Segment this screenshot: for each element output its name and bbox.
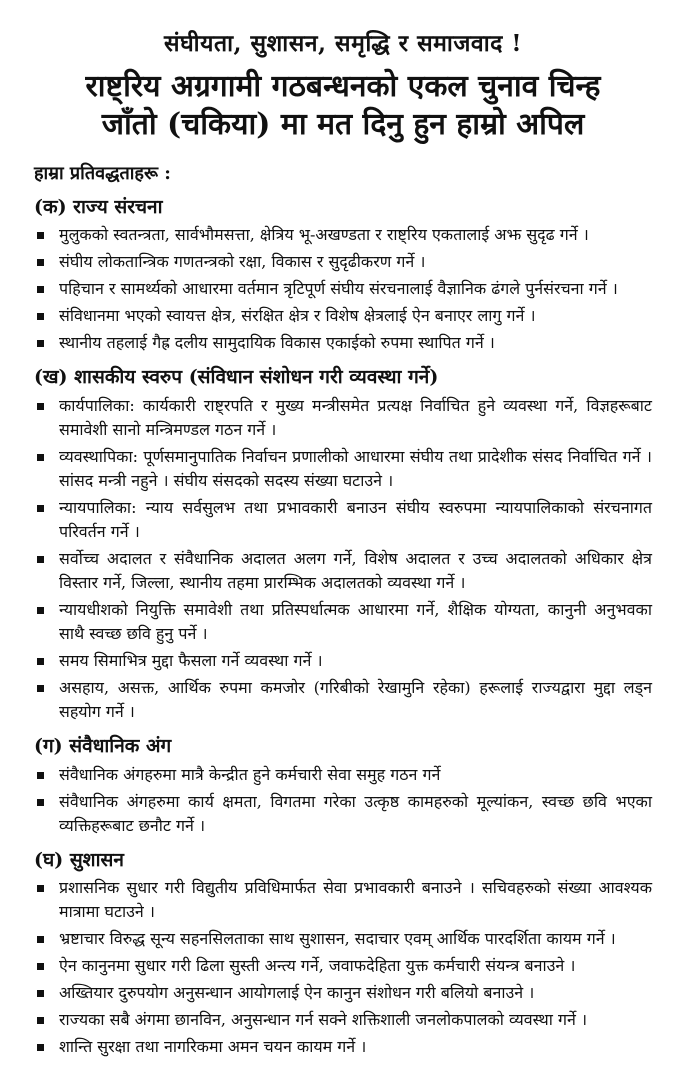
bullet-text: अख्तियार दुरुपयोग अनुसन्धान आयोगलाई ऐन कानुन संशोधन गरी बलियो बनाउने । (59, 983, 535, 1003)
bullet-square-icon (37, 232, 44, 239)
bullet-text: भ्रष्टाचार विरुद्ध सून्य सहनसिलताका साथ सुशासन, सदाचार एवम् आर्थिक पारदर्शिता कायम गर्ने । (59, 929, 616, 949)
bullet-square-icon (37, 658, 44, 665)
list-item (34, 790, 652, 838)
list-item (34, 598, 652, 646)
section-heading: (घ) सुशासन (34, 848, 124, 871)
bullet-square-icon (37, 1044, 44, 1051)
bullet-square-icon (37, 340, 44, 347)
list-item (34, 676, 652, 724)
bullet-square-icon (37, 799, 44, 806)
list-item (34, 1035, 652, 1059)
bullet-square-icon (37, 607, 44, 614)
bullet-text: संवैधानिक अंगहरुमा मात्रै केन्द्रीत हुने कर्मचारी सेवा समुह गठन गर्ने (59, 764, 441, 784)
bullet-square-icon (37, 1017, 44, 1024)
bullet-text: संवैधानिक अंगहरुमा कार्य क्षमता, विगतमा गरेका उत्कृष्ठ कामहरुको मूल्यांकन, स्वच्छ छवि भएका व्यक्तिहरूबाट छनौट गर्ने । (59, 791, 652, 835)
list-item (34, 981, 652, 1005)
bullet-text: संविधानमा भएको स्वायत्त क्षेत्र, संरक्षित क्षेत्र र विशेष क्षेत्रलाई ऐन बनाएर लागु गर्ने । (59, 306, 536, 326)
section-ga-constitutional-bodies (34, 734, 652, 838)
bullet-text: समय सिमाभित्र मुद्दा फैसला गर्ने व्यवस्था गर्ने । (59, 651, 323, 671)
section-gha-good-governance (34, 848, 652, 1060)
slogan-line: संघीयता, सुशासन, समृद्धि र समाजवाद ! (164, 30, 522, 57)
bullet-square-icon (37, 885, 44, 892)
bullet-square-icon (37, 286, 44, 293)
list-item (34, 547, 652, 595)
title-line-1: राष्ट्रिय अग्रगामी गठबन्धनको एकल चुनाव चिन्ह (85, 69, 601, 104)
bullet-text: न्यायधीशको नियुक्ति समावेशी तथा प्रतिस्पर्धात्मक आधारमा गर्ने, शैक्षिक योग्यता, कानुनी अनुभवका साथै स्वच्छ छवि हुनु पर्ने । (59, 600, 652, 644)
bullet-list (34, 394, 652, 724)
bullet-text: व्यवस्थापिका: पूर्णसमानुपातिक निर्वाचन प्रणालीको आधारमा संघीय तथा प्रादेशीक संसद निर्वाचित गर्ने । सांसद मन्त्री नहुने । संघीय संसदको सदस्य संख्या घटाउने । (59, 447, 652, 491)
bullet-square-icon (37, 556, 44, 563)
bullet-square-icon (37, 403, 44, 410)
list-item (34, 496, 652, 544)
bullet-square-icon (37, 259, 44, 266)
list-item (34, 277, 652, 301)
bullet-text: न्यायपालिका: न्याय सर्वसुलभ तथा प्रभावकारी बनाउन संघीय स्वरुपमा न्यायपालिकाको संरचनागत परिवर्तन गर्ने । (59, 498, 652, 542)
section-heading: (ख) शासकीय स्वरुप (संविधान संशोधन गरी व्यवस्था गर्ने) (34, 366, 439, 389)
bullet-square-icon (37, 772, 44, 779)
section-kha-governance-form (34, 365, 652, 724)
bullet-text: कार्यपालिका: कार्यकारी राष्ट्रपति र मुख्य मन्त्रीसमेत प्रत्यक्ष निर्वाचित हुने व्यवस्था गर्ने, विज्ञहरूबाट समावेशी सानो मन्त्रिमण्डल गठन गर्ने । (59, 396, 652, 440)
bullet-square-icon (37, 990, 44, 997)
list-item (34, 876, 652, 924)
bullet-square-icon (37, 936, 44, 943)
document-header (34, 26, 652, 145)
bullet-list (34, 876, 652, 1059)
bullet-text: सर्वोच्च अदालत र संवैधानिक अदालत अलग गर्ने, विशेष अदालत र उच्च अदालतको अधिकार क्षेत्र विस्तार गर्ने, जिल्ला, स्थानीय तहमा प्रारम्भिक अदालतको व्यवस्था गर्ने । (59, 549, 652, 593)
list-item (34, 250, 652, 274)
list-item (34, 223, 652, 247)
bullet-text: पहिचान र सामर्थ्यको आधारमा वर्तमान त्रृटिपूर्ण संघीय संरचनालाई वैज्ञानिक ढंगले पुर्नसंरचना गर्ने । (59, 279, 618, 299)
bullet-text: मुलुकको स्वतन्त्रता, सार्वभौमसत्ता, क्षेत्रिय भू-अखण्डता र राष्ट्रिय एकतालाई अझ सुदृढ गर्ने । (59, 225, 589, 245)
bullet-text: शान्ति सुरक्षा तथा नागरिकमा अमन चयन कायम गर्ने । (59, 1037, 367, 1057)
list-item (34, 394, 652, 442)
bullet-text: ऐन कानुनमा सुधार गरी ढिला सुस्ती अन्त्य गर्ने, जवाफदेहिता युक्त कर्मचारी संयन्त्र बनाउने । (59, 956, 576, 976)
commitments-label: हाम्रा प्रतिवद्धताहरू : (34, 162, 171, 184)
bullet-list (34, 223, 652, 355)
list-item (34, 763, 652, 787)
bullet-text: राज्यका सबै अंगमा छानविन, अनुसन्धान गर्न सक्ने शक्तिशाली जनलोकपालको व्यवस्था गर्ने । (59, 1010, 588, 1030)
list-item (34, 927, 652, 951)
list-item (34, 304, 652, 328)
section-heading: (ग) संवैधानिक अंग (34, 735, 172, 758)
section-heading: (क) राज्य संरचना (34, 195, 163, 218)
list-item (34, 649, 652, 673)
bullet-text: संघीय लोकतान्त्रिक गणतन्त्रको रक्षा, विकास र सुदृढीकरण गर्ने । (59, 252, 426, 272)
bullet-square-icon (37, 313, 44, 320)
bullet-square-icon (37, 505, 44, 512)
list-item (34, 1008, 652, 1032)
main-title (34, 68, 652, 145)
bullet-text: प्रशासनिक सुधार गरी विद्युतीय प्रविधिमार्फत सेवा प्रभावकारी बनाउने । सचिवहरुको संख्या आवश्यक मात्रामा घटाउने । (59, 878, 652, 922)
bullet-list (34, 763, 652, 838)
bullet-square-icon (37, 454, 44, 461)
list-item (34, 445, 652, 493)
bullet-square-icon (37, 685, 44, 692)
title-line-2: जाँतो (चकिया) मा मत दिनु हुन हाम्रो अपिल (101, 107, 585, 143)
section-ka-state-structure (34, 195, 652, 356)
list-item (34, 331, 652, 355)
bullet-square-icon (37, 963, 44, 970)
list-item (34, 954, 652, 978)
bullet-text: असहाय, असक्त, आर्थिक रुपमा कमजोर (गरिबीको रेखामुनि रहेका) हरूलाई राज्यद्वारा मुद्दा लड्न सहयोग गर्ने । (59, 678, 652, 722)
bullet-text: स्थानीय तहलाई गैह्र दलीय सामुदायिक विकास एकाईको रुपमा स्थापित गर्ने । (59, 333, 495, 353)
